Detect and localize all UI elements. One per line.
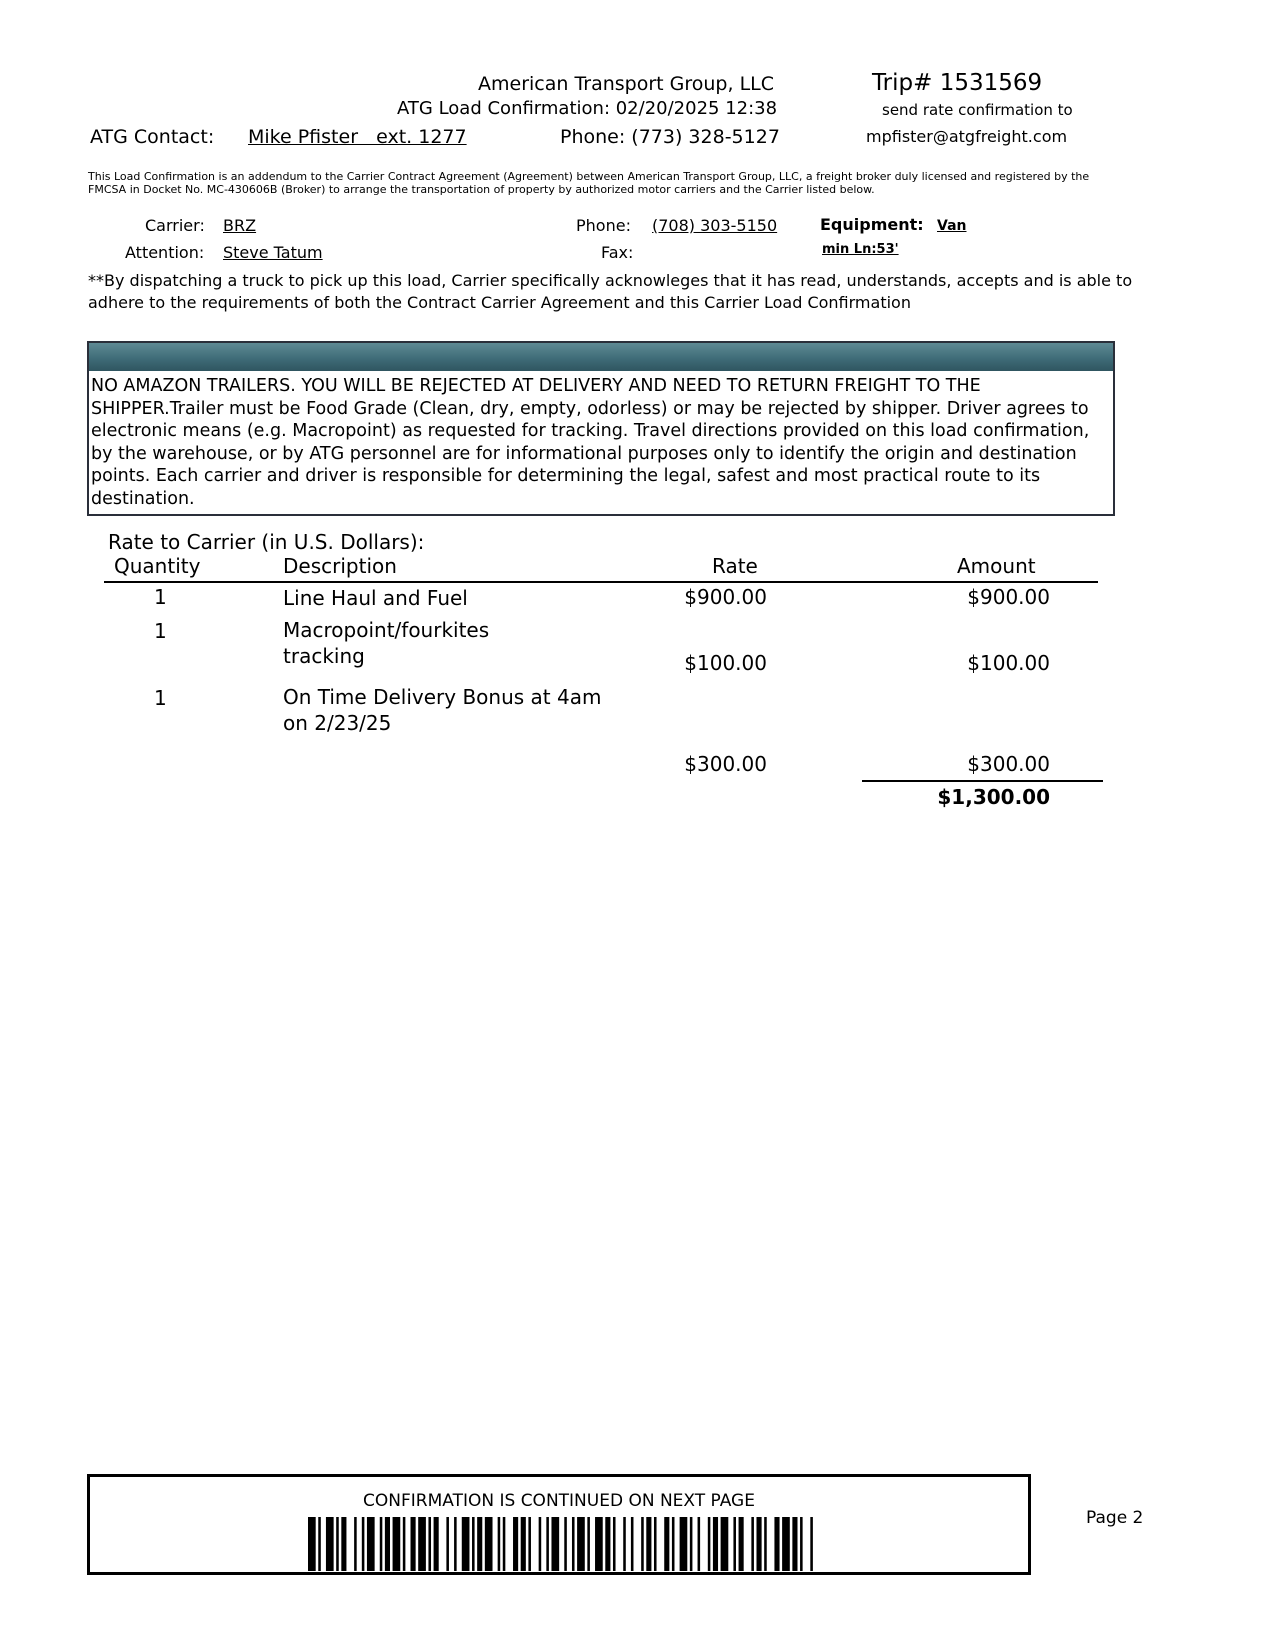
- column-header-description: Description: [283, 554, 397, 578]
- row-quantity: 1: [154, 686, 167, 710]
- trip-number: Trip# 1531569: [872, 70, 1043, 96]
- dispatch-acknowledgement: **By dispatching a truck to pick up this load, Carrier specifically acknowleges that it has read, understands, accepts and is able to adhere to the requirements of both the Contract Carrier Agreement and this Carrier Load Confirmation: [88, 271, 1133, 312]
- total-divider: [862, 780, 1103, 782]
- min-length: min Ln:53': [822, 242, 899, 257]
- notice-header-bar: [89, 343, 1113, 371]
- carrier-label: Carrier:: [145, 216, 205, 235]
- equipment-label: Equipment:: [820, 215, 924, 234]
- row-quantity: 1: [154, 619, 167, 643]
- row-rate: $900.00: [684, 585, 767, 609]
- contact-label: ATG Contact:: [90, 126, 215, 148]
- barcode-icon: [308, 1517, 818, 1571]
- fax-label: Fax:: [601, 243, 634, 262]
- carrier-phone-label: Phone:: [576, 216, 631, 235]
- column-header-quantity: Quantity: [114, 554, 201, 578]
- continuation-box: [87, 1474, 1031, 1575]
- column-header-amount: Amount: [957, 554, 1036, 578]
- column-header-rate: Rate: [712, 554, 758, 578]
- send-rate-note: send rate confirmation to: [882, 101, 1073, 119]
- row-rate: $300.00: [684, 752, 767, 776]
- row-description: Line Haul and Fuel: [283, 586, 468, 610]
- load-confirmation-date: ATG Load Confirmation: 02/20/2025 12:38: [397, 98, 778, 119]
- continued-notice: CONFIRMATION IS CONTINUED ON NEXT PAGE: [363, 1491, 755, 1511]
- disclaimer-text: This Load Confirmation is an addendum to the Carrier Contract Agreement (Agreement) between American Transport Group, LLC, a freight broker duly licensed and registered by the FMCSA in Docket No. MC-430606B (Broker) to arrange the transportation of property by authorized motor carriers and the Carrier listed below.: [88, 170, 1090, 196]
- row-amount: $900.00: [967, 585, 1050, 609]
- row-description: Macropoint/fourkites tracking: [283, 618, 490, 668]
- attention-value: Steve Tatum: [223, 243, 323, 262]
- page-number: Page 2: [1086, 1508, 1144, 1528]
- row-amount: $300.00: [967, 752, 1050, 776]
- company-name: American Transport Group, LLC: [478, 73, 775, 95]
- row-description: On Time Delivery Bonus at 4am on 2/23/25: [283, 685, 602, 735]
- notice-text: NO AMAZON TRAILERS. YOU WILL BE REJECTED AT DELIVERY AND NEED TO RETURN FREIGHT TO THE SHIPPER.Trailer must be Food Grade (Clean, dry, empty, odorless) or may be rejected by shipper. Driver agrees to electronic means (e.g. Macropoint) as requested for tracking. Travel directions provided on this load confirmation, by the warehouse, or by ATG personnel are for informational purposes only to identify the origin and destination points. Each carrier and driver is responsible for determining the legal, safest and most practical route to its destination.: [91, 376, 1090, 509]
- carrier-name: BRZ: [223, 216, 257, 235]
- row-amount: $100.00: [967, 651, 1050, 675]
- equipment-value: Van: [937, 218, 967, 234]
- row-quantity: 1: [154, 585, 167, 609]
- contact-name: Mike Pfister ext. 1277: [248, 126, 467, 148]
- contact-email[interactable]: mpfister@atgfreight.com: [866, 127, 1068, 146]
- rate-table-title: Rate to Carrier (in U.S. Dollars):: [108, 530, 425, 554]
- contact-phone: Phone: (773) 328-5127: [560, 126, 780, 148]
- attention-label: Attention:: [125, 243, 205, 262]
- notice-box: [87, 341, 1115, 516]
- carrier-phone: (708) 303-5150: [652, 216, 778, 235]
- header-divider: [104, 581, 1098, 583]
- row-rate: $100.00: [684, 651, 767, 675]
- total-amount: $1,300.00: [937, 785, 1050, 809]
